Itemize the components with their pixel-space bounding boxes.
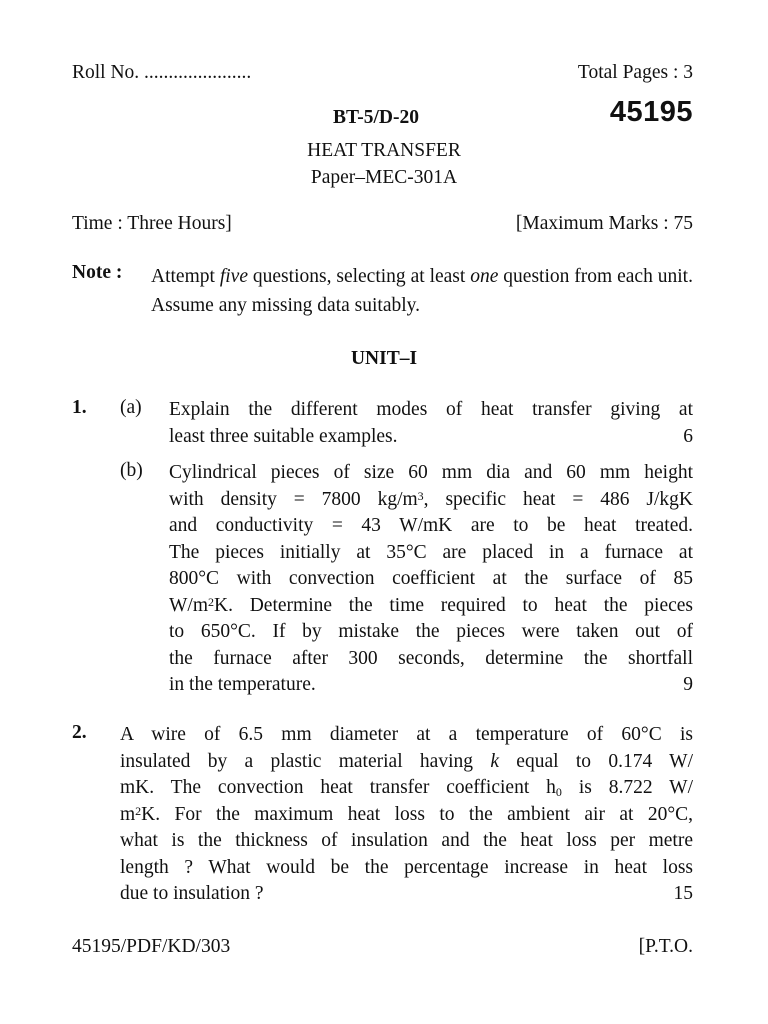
total-pages: Total Pages : 3 — [577, 62, 693, 83]
text-span: m — [120, 803, 136, 825]
text-line: the furnace after 300 seconds, determine the shortfall — [169, 647, 693, 669]
text-line: what is the thickness of insulation and the heat loss per metre — [120, 830, 693, 851]
subject-title: HEAT TRANSFER — [307, 140, 461, 161]
text-span: , specific heat = 486 J/kgK — [423, 488, 693, 510]
text-line — [169, 672, 693, 699]
time-allowed: Time : Three Hours] — [72, 213, 232, 234]
text-span: is 8.722 W/ — [561, 777, 693, 798]
note-emphasis-five: five — [219, 266, 248, 287]
question-1a-label: (a) — [120, 397, 142, 418]
question-2-number: 2. — [72, 722, 87, 743]
text-line: to 650°C. If by mistake the pieces were taken out of — [169, 621, 693, 642]
superscript: 3 — [417, 488, 424, 503]
text-line: Explain the different modes of heat transfer giving at — [169, 399, 693, 420]
paper-number: 45195 — [609, 96, 693, 128]
note-text-part: questions, selecting at least — [247, 266, 471, 287]
text-line: The pieces initially at 35°C are placed in a furnace at — [169, 541, 693, 563]
text-line: Cylindrical pieces of size 60 mm dia and 60 mm height — [169, 462, 693, 483]
note-text-part: question from each unit. Assume any missing data suitably. — [151, 266, 693, 316]
text-line — [120, 881, 693, 908]
text-line — [120, 749, 693, 776]
text-line — [169, 487, 693, 514]
question-2-text — [120, 722, 693, 908]
note-text-part: Attempt — [151, 266, 220, 287]
text-line: length ? What would be the percentage increase in heat loss — [120, 856, 693, 878]
text-line — [120, 802, 693, 829]
text-span: in the temperature. — [169, 674, 316, 695]
note-text — [151, 262, 693, 320]
text-line — [120, 775, 693, 802]
text-line — [169, 424, 693, 451]
question-1b-text — [169, 460, 693, 699]
text-span: least three suitable examples. — [169, 425, 398, 447]
maximum-marks: [Maximum Marks : 75 — [515, 213, 693, 234]
question-1b-label: (b) — [120, 460, 143, 481]
text-line: and conductivity = 43 W/mK are to be heat treated. — [169, 515, 693, 536]
text-line: A wire of 6.5 mm diameter at a temperature of 60°C is — [120, 724, 693, 745]
question-1-number: 1. — [72, 397, 87, 418]
footer-pto: [P.T.O. — [638, 936, 693, 957]
superscript: 2 — [208, 594, 214, 609]
text-line: 800°C with convection coefficient at the surface of 85 — [169, 568, 693, 589]
question-1a-text — [169, 397, 693, 450]
roll-number: Roll No. ...................... — [72, 62, 252, 83]
text-span: with density = 7800 kg/m — [169, 488, 418, 510]
text-span: K. Determine the time required to heat the pieces — [214, 594, 693, 616]
text-span: W/m — [169, 594, 208, 616]
note-label: Note : — [72, 262, 123, 283]
marks: 15 — [673, 883, 693, 904]
text-span: due to insulation ? — [120, 883, 264, 904]
text-span: insulated by a plastic material having — [120, 750, 491, 772]
footer-code: 45195/PDF/KD/303 — [72, 936, 231, 957]
text-line — [169, 593, 693, 620]
text-span: equal to 0.174 W/ — [498, 750, 693, 772]
marks: 6 — [683, 425, 693, 447]
subscript: 0 — [555, 785, 562, 799]
note-emphasis-one: one — [470, 266, 499, 287]
superscript: 2 — [135, 803, 142, 818]
marks: 9 — [683, 674, 693, 695]
text-span: K. For the maximum heat loss to the ambient air at 20°C, — [141, 803, 693, 825]
variable-k: k — [490, 750, 499, 772]
unit-heading: UNIT–I — [350, 348, 418, 369]
paper-code: Paper–MEC-301A — [310, 167, 458, 188]
text-span: mK. The convection heat transfer coefficient h — [120, 777, 556, 798]
exam-code: BT-5/D-20 — [333, 107, 419, 128]
